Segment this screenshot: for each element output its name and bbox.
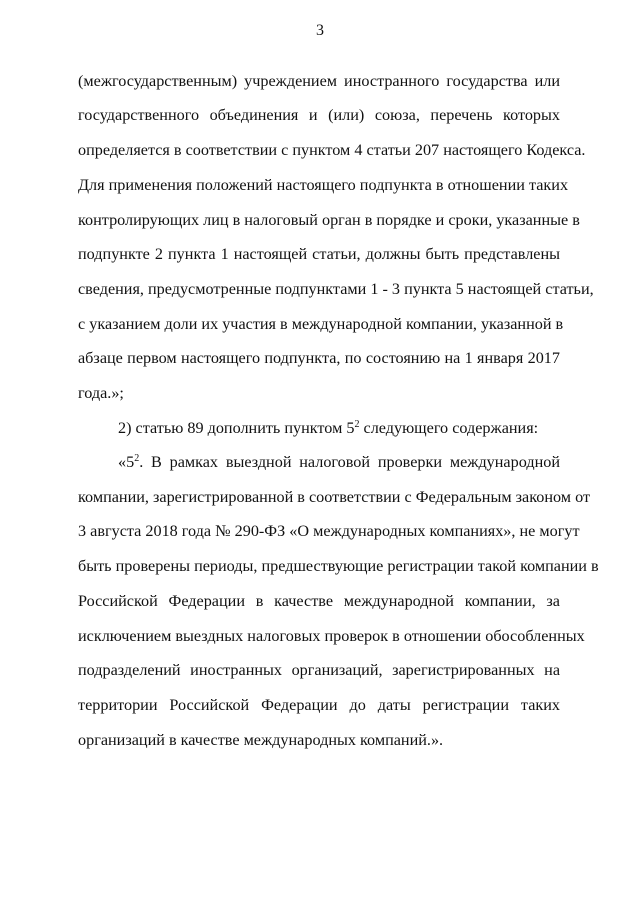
text-line: абзаце первом настоящего подпункта, по состоянию на 1 января 2017 [78,349,560,367]
text-line: (межгосударственным) учреждением иностранного государства или [78,72,560,90]
text-fragment: 2) статью 89 дополнить пунктом 5 [118,419,355,437]
text-fragment: следующего содержания: [359,419,539,437]
text-line: компании, зарегистрированной в соответствии с Федеральным законом от [78,488,591,506]
text-line: государственного объединения и (или) союза, перечень которых [78,106,560,124]
superscript: 2 [134,453,140,464]
text-line: определяется в соответствии с пунктом 4 статьи 207 настоящего Кодекса. [78,141,586,159]
text-line: Российской Федерации в качестве международной компании, за [78,592,560,610]
text-line: подразделений иностранных организаций, зарегистрированных на [78,661,560,679]
text-line: контролирующих лиц в налоговый орган в порядке и сроки, указанные в [78,211,580,229]
text-line: быть проверены периоды, предшествующие регистрации такой компании в [78,557,599,575]
quoted-clause-first-line [118,452,560,472]
text-line: Для применения положений настоящего подпункта в отношении таких [78,176,569,194]
text-fragment: . В рамках выездной налоговой проверки международной [139,453,560,471]
text-line: с указанием доли их участия в международной компании, указанной в [78,315,564,333]
amendment-item-2 [118,418,560,438]
text-line: подпункте 2 пункта 1 настоящей статьи, должны быть представлены [78,245,560,263]
text-line: исключением выездных налоговых проверок в отношении обособленных [78,627,585,645]
text-fragment: «5 [118,453,135,471]
text-line: сведения, предусмотренные подпунктами 1 - 3 пункта 5 настоящей статьи, [78,280,594,298]
superscript: 2 [354,419,360,430]
text-line: года.»; [78,384,124,402]
page-number: 3 [316,22,324,39]
text-line: 3 августа 2018 года № 290-ФЗ «О международных компаниях», не могут [78,522,580,540]
text-line: территории Российской Федерации до даты регистрации таких [78,696,560,714]
text-line: организаций в качестве международных компаний.». [78,731,444,749]
